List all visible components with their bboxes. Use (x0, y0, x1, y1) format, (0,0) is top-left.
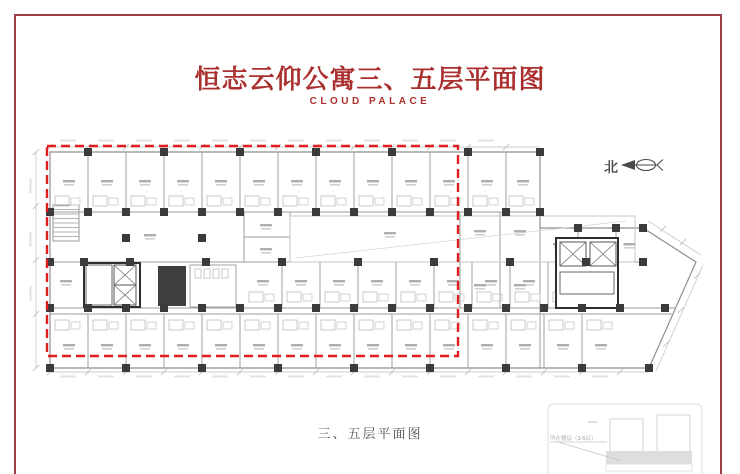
key-plan-highlight-floors (606, 451, 692, 464)
room-label-mark (254, 184, 264, 186)
room-label-mark (624, 243, 636, 245)
structural-column (84, 208, 92, 216)
drawing-caption: 三、五层平面图 (317, 426, 423, 441)
room-label-mark (292, 184, 302, 186)
structural-column (274, 364, 282, 372)
room-label-mark (595, 344, 607, 346)
structural-column (122, 304, 130, 312)
room-label-mark (333, 280, 345, 282)
room-label-mark (368, 348, 378, 350)
structural-column (354, 258, 362, 266)
dimension-text-mark (30, 286, 32, 301)
room-label-mark (409, 280, 421, 282)
room-label-mark (291, 180, 303, 182)
structural-column (536, 208, 544, 216)
room-label-mark (485, 280, 497, 282)
room-label-mark (371, 280, 383, 282)
room-label-mark (443, 180, 455, 182)
room-label-mark (557, 344, 569, 346)
room-label-mark (558, 348, 568, 350)
room-label-mark (101, 180, 113, 182)
structural-column (350, 364, 358, 372)
structural-column (236, 304, 244, 312)
structural-column (84, 304, 92, 312)
structural-column (46, 364, 54, 372)
room-label-mark (329, 344, 341, 346)
structural-column (612, 224, 620, 232)
room-label-mark (482, 184, 492, 186)
room-label-mark (291, 344, 303, 346)
room-label-mark (475, 288, 485, 290)
room-label-mark (61, 284, 71, 286)
room-label-mark (406, 184, 416, 186)
room-label-mark (596, 348, 606, 350)
dimension-text-mark (326, 140, 342, 142)
room-label-mark (330, 348, 340, 350)
structural-column (236, 208, 244, 216)
dimension-text-mark (326, 376, 342, 378)
structural-column (430, 258, 438, 266)
room-label-mark (474, 284, 486, 286)
structural-column (160, 148, 168, 156)
structural-column (616, 304, 624, 312)
room-label-mark (384, 232, 396, 234)
room-label-mark (410, 284, 420, 286)
room-label-mark (140, 184, 150, 186)
room-label-mark (177, 344, 189, 346)
dark-shaft (158, 266, 186, 306)
structural-column (84, 148, 92, 156)
structural-column (312, 304, 320, 312)
structural-column (278, 258, 286, 266)
room-label-mark (518, 184, 528, 186)
dimension-text-mark (60, 376, 76, 378)
room-label-mark (481, 344, 493, 346)
structural-column (160, 208, 168, 216)
structural-column (388, 304, 396, 312)
room-label-mark (444, 348, 454, 350)
structural-column (312, 148, 320, 156)
dimension-text-mark (174, 376, 190, 378)
room-label-mark (486, 284, 496, 286)
room-label-mark (260, 248, 272, 250)
dimension-text-mark (136, 376, 152, 378)
dimension-text-mark (30, 232, 32, 247)
room-label-mark (367, 344, 379, 346)
page-subtitle: CLOUD PALACE (309, 96, 431, 107)
room-label-mark (261, 228, 271, 230)
dimension-text-mark (30, 178, 32, 193)
room-label-mark (385, 236, 395, 238)
structural-column (274, 304, 282, 312)
structural-column (202, 258, 210, 266)
structural-column (661, 304, 669, 312)
north-arrow-fletch (657, 165, 663, 171)
structural-column (274, 208, 282, 216)
room-label-mark (145, 238, 155, 240)
dimension-text-mark (440, 376, 456, 378)
structural-column (122, 364, 130, 372)
structural-column (236, 148, 244, 156)
room-label-mark (177, 180, 189, 182)
room-label-mark (475, 234, 485, 236)
dimension-text-mark (402, 376, 418, 378)
room-label-mark (296, 284, 306, 286)
room-label-mark (334, 284, 344, 286)
room-label-mark (515, 288, 525, 290)
key-plan-label: 所在楼层（3-5层） (550, 436, 597, 442)
room-label-mark (178, 348, 188, 350)
dimension-text-mark (440, 140, 456, 142)
structural-column (578, 304, 586, 312)
room-label-mark (102, 348, 112, 350)
structural-column (464, 208, 472, 216)
structural-column (502, 304, 510, 312)
room-label-mark (64, 184, 74, 186)
dimension-text-mark (554, 376, 570, 378)
dimension-text-mark (364, 376, 380, 378)
north-arrow-fletch (657, 160, 663, 166)
room-label-mark (514, 230, 526, 232)
room-label-mark (330, 184, 340, 186)
room-label-mark (405, 344, 417, 346)
page-title: 恒志云仰公寓三、五层平面图 (194, 64, 546, 94)
structural-column (540, 304, 548, 312)
structural-column (582, 258, 590, 266)
room-label-mark (215, 344, 227, 346)
room-label-mark (329, 180, 341, 182)
structural-column (502, 364, 510, 372)
room-label-mark (520, 348, 530, 350)
room-label-mark (257, 280, 269, 282)
dimension-text-mark (364, 140, 380, 142)
room-label-mark (144, 234, 156, 236)
room-label-mark (368, 184, 378, 186)
room-label-mark (101, 344, 113, 346)
structural-column (198, 234, 206, 242)
north-arrow-head-icon (621, 160, 635, 170)
room-label-mark (139, 180, 151, 182)
structural-column (574, 224, 582, 232)
structural-column (502, 208, 510, 216)
structural-column (578, 364, 586, 372)
structural-column (160, 304, 168, 312)
room-label-mark (260, 224, 272, 226)
room-label-mark (63, 180, 75, 182)
room-label-mark (64, 348, 74, 350)
dimension-text-mark (250, 140, 266, 142)
room-label-mark (405, 180, 417, 182)
room-label-mark (519, 344, 531, 346)
room-label-mark (482, 348, 492, 350)
room-label-mark (406, 348, 416, 350)
dimension-text-mark (60, 140, 76, 142)
dimension-text-mark (516, 376, 532, 378)
structural-column (198, 364, 206, 372)
structural-column (426, 304, 434, 312)
room-label-mark (258, 284, 268, 286)
dimension-text-mark (212, 376, 228, 378)
structural-column (464, 148, 472, 156)
dimension-text-mark (136, 140, 152, 142)
structural-column (388, 208, 396, 216)
room-label-mark (254, 348, 264, 350)
room-label-mark (63, 344, 75, 346)
structural-column (350, 208, 358, 216)
dimension-text-mark (288, 140, 304, 142)
room-label-mark (60, 280, 72, 282)
room-label-mark (292, 348, 302, 350)
dimension-text-mark (212, 140, 228, 142)
structural-column (126, 258, 134, 266)
room-label-mark (448, 284, 458, 286)
room-label-mark (625, 247, 635, 249)
room-label-mark (261, 252, 271, 254)
dimension-text-mark (478, 140, 494, 142)
room-label-mark (216, 184, 226, 186)
dimension-text-mark (478, 376, 494, 378)
structural-column (312, 208, 320, 216)
structural-column (426, 364, 434, 372)
room-label-mark (444, 184, 454, 186)
structural-column (198, 304, 206, 312)
structural-column (639, 224, 647, 232)
structural-column (80, 258, 88, 266)
room-label-mark (481, 180, 493, 182)
north-label: 北 (604, 159, 618, 175)
dimension-text-mark (592, 376, 608, 378)
dimension-text-mark (98, 140, 114, 142)
structural-column (122, 208, 130, 216)
dimension-text-mark (174, 140, 190, 142)
structural-column (426, 208, 434, 216)
room-label-mark (514, 284, 526, 286)
room-label-mark (443, 344, 455, 346)
structural-column (388, 148, 396, 156)
north-arrow (604, 159, 663, 175)
room-label-mark (517, 180, 529, 182)
structural-column (536, 148, 544, 156)
structural-column (122, 234, 130, 242)
room-label-mark (515, 234, 525, 236)
room-label-mark (216, 348, 226, 350)
structural-column (645, 364, 653, 372)
structural-column (350, 304, 358, 312)
structural-column (639, 258, 647, 266)
room-label-mark (474, 230, 486, 232)
structural-column (506, 258, 514, 266)
key-plan-podium (606, 464, 692, 471)
dimension-text-mark (98, 376, 114, 378)
stair-core (86, 265, 112, 305)
room-label-mark (102, 184, 112, 186)
room-label-mark (295, 280, 307, 282)
room-label-mark (215, 180, 227, 182)
dimension-text-mark (402, 140, 418, 142)
room-label-mark (372, 284, 382, 286)
dimension-text-mark (288, 376, 304, 378)
room-label-mark (367, 180, 379, 182)
room-label-mark (523, 280, 535, 282)
room-label-mark (178, 184, 188, 186)
room-label-mark (140, 348, 150, 350)
room-label-mark (139, 344, 151, 346)
dimension-text-mark (250, 376, 266, 378)
structural-column (464, 304, 472, 312)
structural-column (198, 208, 206, 216)
room-label-mark (253, 180, 265, 182)
room-label-mark (253, 344, 265, 346)
